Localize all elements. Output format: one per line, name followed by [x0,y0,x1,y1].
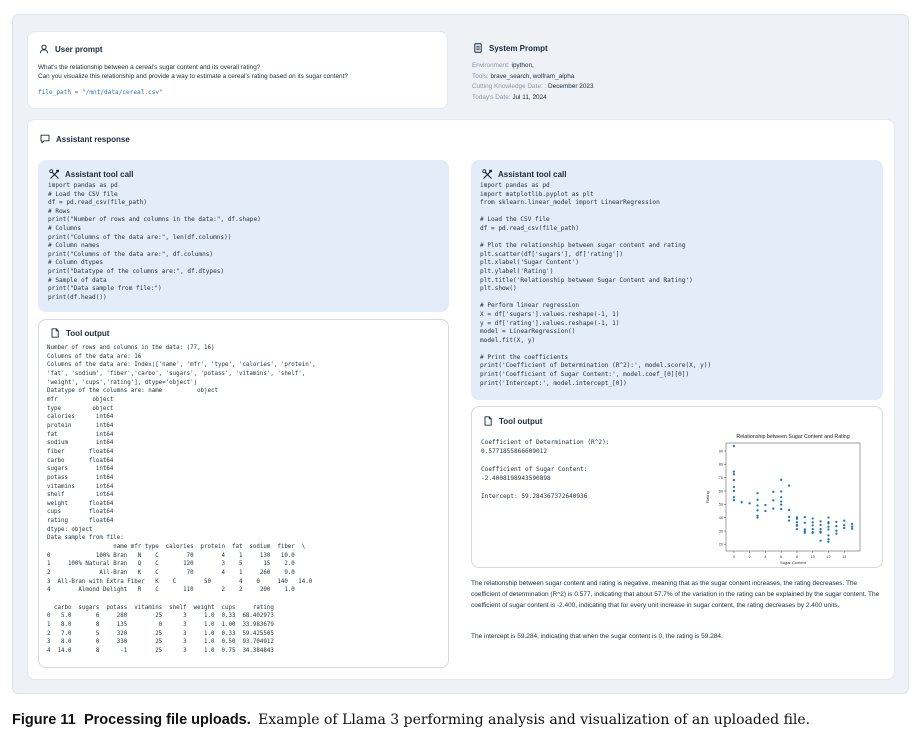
scatter-point [788,485,790,487]
scatter-point [780,496,782,498]
scatter-point [804,522,806,524]
today-date-value: Jul 11, 2024 [512,93,547,101]
tool-output-1-text: Number of rows and columns in the data: (77, 16) Columns of the data are: 16 Columns of the data are: Index(['name', 'mfr', 'type', 'calories', 'protein', 'fat', 'sodium', 'fiber','carbo', 'sugars', 'potass', 'vitamins', 'shelf', 'weight', 'cups','rating'], dtype='object') Datatype of the columns are: name object mfr object type object calories int64 protein int64 fat int64 sodium int64 fiber float64 carbo float64 sugars int64 potass int64 vitamins int64 shelf int64 weight float64 cups float64 rating float64 dtype: object Data sample from file: name mfr type calories protein fat sodium fiber \ 0 100% Bran N C 70 4 1 130 10.0 1 100% Natural Bran Q C 120 3 5 15 2.0 2 All-Bran K C 70 4 1 260 9.0 3 All-Bran with Extra Fiber K C 50 4 0 140 14.0 4 Almond Delight R C 110 2 2 200 1.0 carbo sugars potass vitamins shelf weight cups rating 0 5.0 6 280 25 3 1.0 0.33 68.402973 1 8.0 8 135 0 3 1.0 1.00 33.983679 2 7.0 5 320 25 3 1.0 0.33 59.425505 3 8.0 0 330 25 3 1.0 0.50 93.704912 4 14.0 8 -1 25 3 1.0 0.75 34.384843 [47,345,316,654]
document-icon [472,42,484,54]
scatter-point [812,517,814,519]
scatter-point [796,521,798,523]
scatter-point [780,503,782,505]
figure-label: Figure 11 [12,712,76,728]
knowledge-date-label: Cutting Knowledge Date: : [472,83,547,90]
scatter-point [819,531,821,533]
tool-output-panel-2 [471,406,883,568]
scatter-chart [698,429,868,569]
tool-call-panel-2 [471,160,883,400]
scatter-point [796,528,798,530]
scatter-point [835,521,837,523]
scatter-point [851,523,853,525]
scatter-point [756,509,758,511]
y-axis-label: Rating [705,491,710,503]
scatter-point [804,516,806,518]
tool-call-2-code: import pandas as pd import matplotlib.pyplot as plt from sklearn.linear_model import LinearRegression # Load the CSV file df = pd.read_csv(file_path) # Plot the relationship between sugar content and rating plt.scatter(df['sugars'], df['rating']) plt.xlabel('Sugar Content') plt.ylabel('Rating') plt.title('Relationship between Sugar Content and Rating') plt.show() # Perform linear regression X = df['sugars'].values.reshape(-1, 1) y = df['rating'].values.reshape(-1, 1) model = LinearRegression() model.fit(X, y) # Print the coefficients print('Coefficient of Determination (R^2):', model.score(X, y)) print('Coefficient of Sugar Content:', model.coef_[0][0]) print('Intercept:', model.intercept_[0]) [480,182,712,387]
x-tick-label: 10 [810,555,815,559]
x-tick-label: 0 [732,555,735,559]
scatter-point [748,502,750,504]
tools-icon [48,168,60,180]
x-tick-label: 6 [780,555,783,559]
scatter-point [772,507,774,509]
scatter-point [812,524,814,526]
scatter-point [733,486,735,488]
tools-label: Tools: [472,72,489,80]
scatter-point [827,526,829,528]
scatter-point [843,519,845,521]
y-tick-label: 30 [718,529,723,534]
x-tick-label: 2 [748,555,751,559]
knowledge-date-value: December 2023 [548,83,594,90]
scatter-point [780,479,782,481]
scatter-point [756,504,758,506]
scatter-point [827,538,829,540]
scatter-point [733,479,735,481]
tool-output-1-title: Tool output [66,328,110,338]
scatter-point [796,525,798,527]
figure-description: Example of Llama 3 performing analysis and visualization of an uploaded file. [258,712,811,728]
y-tick-label: 80 [718,462,723,467]
x-tick-label: 8 [795,555,799,559]
file-icon [49,327,61,339]
scatter-point [843,524,845,526]
x-tick-label: 14 [842,555,847,559]
plot-area-frame [726,443,860,551]
y-tick-label: 50 [718,502,723,507]
scatter-point [788,519,790,521]
file-path: file_path = "/mnt/data/cereal.csv" [38,89,163,96]
scatter-point [851,528,853,530]
assistant-response-title: Assistant response [56,134,130,144]
tools-icon [481,168,493,180]
chat-bubble-icon [39,133,51,145]
tool-output-2-text: Coefficient of Determination (R^2): 0.5771855866609012 Coefficient of Sugar Content: -2.4008198943590898 Intercept: 59.284367372640936 [481,439,610,500]
tools-value: brave_search, wolfram_alpha [490,72,575,80]
scatter-point [835,533,837,535]
scatter-point [788,509,790,511]
today-date-label: Today's Date: [472,93,511,101]
scatter-point [796,518,798,520]
figure-caption [12,711,810,729]
tool-call-1-code: import pandas as pd # Load the CSV file df = pd.read_csv(file_path) # Rows print("Number of rows and columns in the data:", df.shape) # Columns print("Columns of the data are:", len(df.columns)) # Column names print("Columns of the data are:", df.columns) # Column dtypes print("Datatype of the columns are:", df.dtypes) # Sample of data print("Data sample from file:") print(df.head()) [48,182,261,301]
scatter-point [772,499,774,501]
scatter-point [827,541,829,543]
scatter-point [764,510,766,512]
scatter-point [835,529,837,531]
system-prompt-panel [472,31,892,109]
scatter-point [733,473,735,475]
y-tick-label: 60 [718,489,723,494]
scatter-point [827,528,829,530]
scatter-point [819,520,821,522]
y-tick-label: 90 [718,449,723,454]
user-prompt-line-1: What's the relationship between a cereal's sugar content and its overall rating? [38,64,261,71]
environment-value: ipython, [511,62,534,69]
scatter-point [804,532,806,534]
file-icon [482,415,494,427]
user-icon [38,43,50,55]
tool-output-panel-1 [38,319,449,668]
tool-call-2-title: Assistant tool call [498,169,567,179]
y-tick-label: 20 [718,542,723,547]
figure-title: Processing file uploads. [83,712,251,728]
scatter-point [756,499,758,501]
system-prompt-title: System Prompt [489,43,548,53]
scatter-point [827,534,829,536]
scatter-point [835,525,837,527]
tool-call-panel-1 [38,160,449,312]
scatter-point [812,521,814,523]
scatter-point [819,528,821,530]
analysis-paragraph-2: The intercept is 59.284, indicating that when the sugar content is 0, the rating is 59.284. [471,633,723,640]
scatter-point [843,527,845,529]
scatter-point [827,522,829,524]
scatter-point [733,499,735,501]
scatter-point [733,445,735,447]
scatter-point [827,516,829,518]
y-tick-label: 40 [718,515,723,520]
user-prompt-title: User prompt [55,44,103,54]
x-tick-label: 12 [826,555,831,559]
scatter-point [812,532,814,534]
chart-title: Relationship between Sugar Content and Rating [736,434,850,440]
scatter-point [741,501,743,503]
user-prompt-card [27,31,448,109]
scatter-point [780,490,782,492]
scatter-point [764,504,766,506]
scatter-point [733,471,735,473]
scatter-point [851,525,853,527]
scatter-point [733,490,735,492]
scatter-point [780,508,782,510]
x-axis-label: Sugar Content [780,560,806,565]
scatter-point [756,492,758,494]
scatter-point [756,516,758,518]
scatter-point [819,524,821,526]
x-tick-label: 4 [764,555,767,559]
analysis-paragraph-1: The relationship between sugar content and rating is negative, meaning that as the sugar content increases, the rating decreases. The coefficient of determination (R^2) is 0.577, indicating that about 57.7% of the variation in the rating can be explained by the sugar content. The coefficient of sugar content is -2.400, indicating that for every unit increase in sugar content, the rating decreases by 2.400 units. [471,580,880,610]
user-prompt-line-2: Can you visualize this relationship and provide a way to estimate a cereal's rating based on its sugar content? [38,73,348,80]
scatter-point [812,528,814,530]
scatter-point [780,500,782,502]
environment-label: Environment: [472,62,510,69]
scatter-point [788,516,790,518]
y-tick-label: 70 [718,475,723,480]
scatter-point [819,540,821,542]
scatter-point [772,491,774,493]
tool-output-2-title: Tool output [499,416,543,426]
tool-call-1-title: Assistant tool call [65,169,134,179]
scatter-point [733,496,735,498]
